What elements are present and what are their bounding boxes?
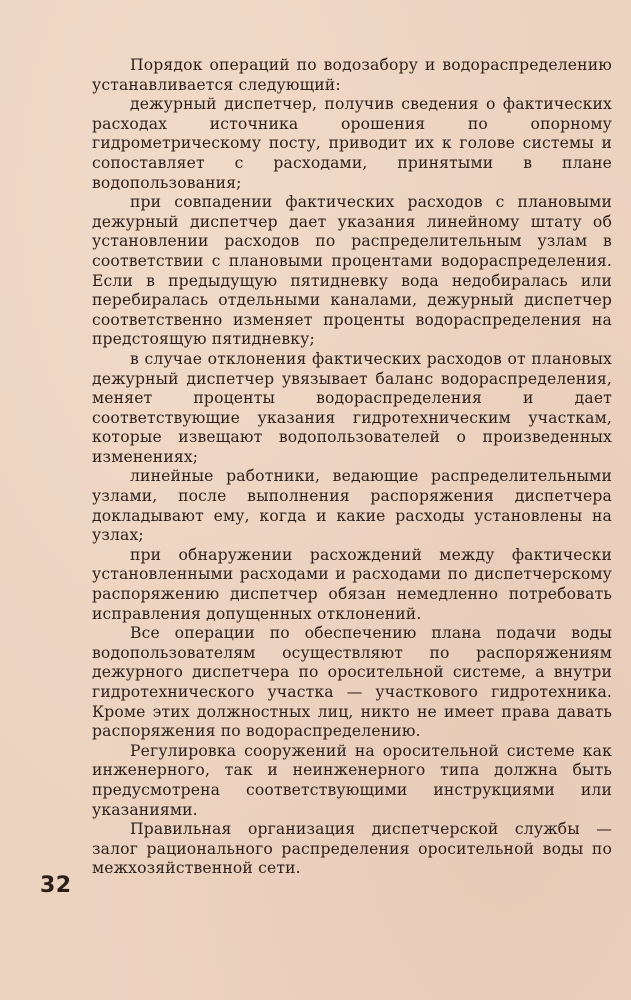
paragraph: Регулировка сооружений на оросительной системе как инженерного, так и неинженерного типа должна быть предусмотрена соответствующими инструкциями или указаниями. [92, 741, 612, 819]
paragraph: Правильная организация диспетчерской службы — залог рационального распределения оросительной воды по межхозяйственной сети. [92, 820, 612, 878]
paragraph: дежурный диспетчер, получив сведения о фактических расходах источника орошения по опорному гидрометрическому посту, приводит их к голове системы и сопоставляет с расходами, принятыми в плане водопользования; [92, 95, 612, 192]
page-number: 32 [40, 873, 72, 898]
paragraph: Порядок операций по водозабору и водораспределению устанавливается следующий: [92, 56, 612, 94]
paragraph: при обнаружении расхождений между фактически установленными расходами и расходами по диспетчерскому распоряжению диспетчер обязан немедленно потребовать исправления допущенных отклонений. [92, 545, 612, 623]
paragraph: в случае отклонения фактических расходов от плановых дежурный диспетчер увязывает баланс водораспределения, меняет проценты водораспределения и дает соответствующие указания гидротехническим участкам, которые извещают водопользователей о произведенных изменениях; [92, 349, 612, 466]
paragraph: Все операции по обеспечению плана подачи воды водопользователям осуществляют по распоряжениям дежурного диспетчера по оросительной системе, а внутри гидротехнического участка — участкового гидротехника. Кроме этих должностных лиц, никто не имеет права давать распоряжения по водораспределению. [92, 624, 612, 741]
body-text [92, 56, 612, 879]
paragraph: при совпадении фактических расходов с плановыми дежурный диспетчер дает указания линейному штату об установлении расходов по распределительным узлам в соответствии с плановыми процентами водораспределения. Если в предыдущую пятидневку вода недобиралась или перебиралась отдельными каналами, дежурный диспетчер соответственно изменяет проценты водораспределения на предстоящую пятидневку; [92, 193, 612, 349]
paragraph: линейные работники, ведающие распределительными узлами, после выполнения распоряжения диспетчера докладывают ему, когда и какие расходы установлены на узлах; [92, 467, 612, 545]
